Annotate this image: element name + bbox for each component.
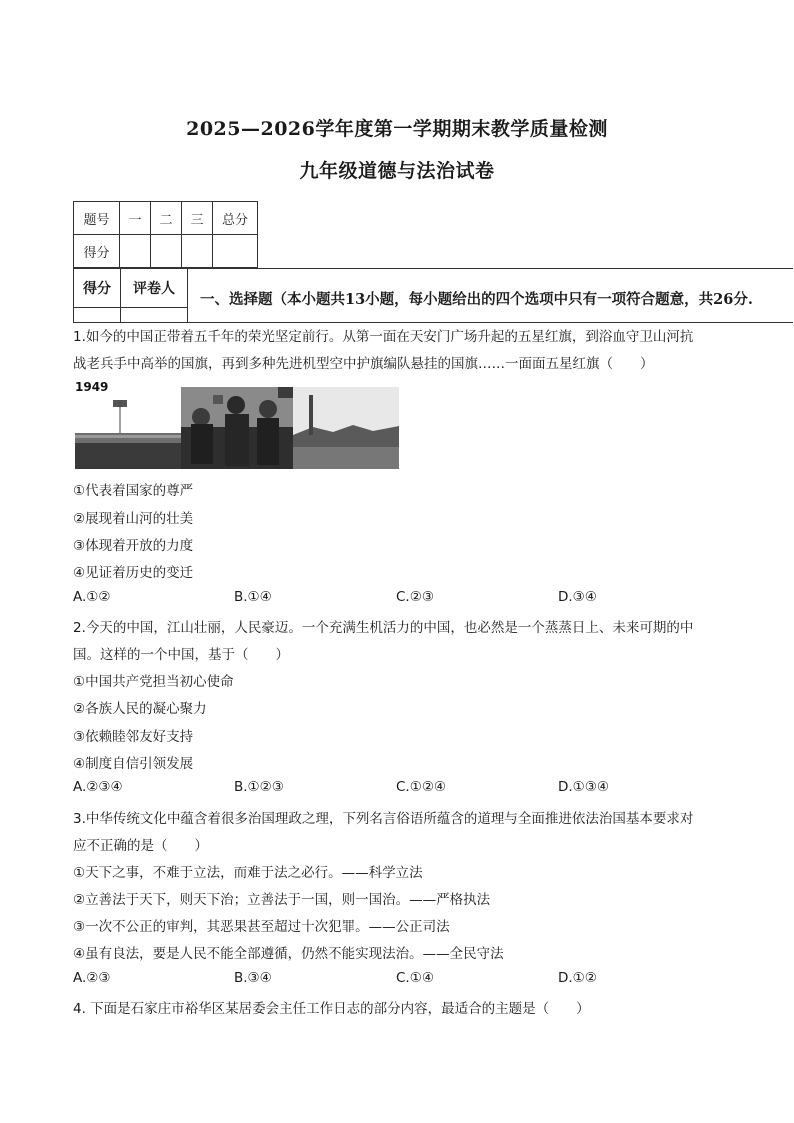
question-stem-line: 1.如今的中国正带着五千年的荣光坚定前行。从第一面在天安门广场升起的五星红旗，到浴血守卫山河抗 bbox=[73, 329, 694, 345]
score-cell-blank bbox=[213, 235, 258, 268]
statement: ①代表着国家的尊严 bbox=[73, 483, 194, 499]
score-cell-row-label: 得分 bbox=[74, 235, 120, 268]
option-a[interactable]: A.②③④ bbox=[73, 779, 123, 795]
option-d[interactable]: D.①② bbox=[558, 970, 597, 986]
statement: ④制度自信引领发展 bbox=[73, 756, 194, 772]
statement: ③体现着开放的力度 bbox=[73, 538, 194, 554]
question-stem-line: 2.今天的中国，江山壮丽，人民豪迈。一个充满生机活力的中国，也必然是一个蒸蒸日上、未来可期的中 bbox=[73, 620, 694, 636]
exam-subtitle: 九年级道德与法治试卷 bbox=[299, 160, 495, 182]
option-d[interactable]: D.①③④ bbox=[558, 779, 609, 795]
exam-title: 2025—2026学年度第一学期期末教学质量检测 bbox=[186, 118, 608, 140]
question-stem-line: 战老兵手中高举的国旗，再到多种先进机型空中护旗编队悬挂的国旗……一面面五星红旗（ ） bbox=[73, 356, 654, 372]
statement: ③一次不公正的审判，其恶果甚至超过十次犯罪。——公正司法 bbox=[73, 919, 450, 935]
option-c[interactable]: C.②③ bbox=[396, 589, 434, 605]
score-cell-total: 总分 bbox=[213, 202, 258, 235]
score-table-header-row bbox=[74, 202, 258, 235]
score-cell-label: 题号 bbox=[74, 202, 120, 235]
question-stem-line: 国。这样的一个中国，基于（ ） bbox=[73, 647, 289, 663]
grader-name-blank bbox=[121, 308, 188, 323]
option-c[interactable]: C.①④ bbox=[396, 970, 434, 986]
option-b[interactable]: B.①②③ bbox=[234, 779, 284, 795]
score-table bbox=[73, 201, 258, 268]
grader-name-label: 评卷人 bbox=[121, 269, 188, 308]
question-stem-line: 4. 下面是石家庄市裕华区某居委会主任工作日志的部分内容，最适合的主题是（ ） bbox=[73, 1001, 590, 1017]
statement: ④虽有良法，要是人民不能全部遵循，仍然不能实现法治。——全民守法 bbox=[73, 946, 504, 962]
grader-score-label: 得分 bbox=[74, 269, 121, 308]
statement: ②展现着山河的壮美 bbox=[73, 511, 194, 527]
option-b[interactable]: B.①④ bbox=[234, 589, 272, 605]
grader-score-blank bbox=[74, 308, 121, 323]
score-cell-part1: 一 bbox=[120, 202, 151, 235]
score-cell-blank bbox=[151, 235, 182, 268]
score-cell-blank bbox=[182, 235, 213, 268]
statement: ②各族人民的凝心聚力 bbox=[73, 701, 207, 717]
option-a[interactable]: A.①② bbox=[73, 589, 111, 605]
statement: ③依赖睦邻友好支持 bbox=[73, 729, 194, 745]
flag-history-photo bbox=[73, 377, 399, 469]
option-a[interactable]: A.②③ bbox=[73, 970, 111, 986]
score-table-score-row bbox=[74, 235, 258, 268]
option-b[interactable]: B.③④ bbox=[234, 970, 272, 986]
score-cell-part2: 二 bbox=[151, 202, 182, 235]
score-cell-part3: 三 bbox=[182, 202, 213, 235]
option-c[interactable]: C.①②④ bbox=[396, 779, 447, 795]
photo-caption-year: 1949 bbox=[75, 380, 109, 394]
option-d[interactable]: D.③④ bbox=[558, 589, 597, 605]
score-cell-blank bbox=[120, 235, 151, 268]
question-stem-line: 应不正确的是（ ） bbox=[73, 838, 208, 854]
statement: ①天下之事，不难于立法，而难于法之必行。——科学立法 bbox=[73, 865, 423, 881]
statement: ①中国共产党担当初心使命 bbox=[73, 674, 234, 690]
statement: ②立善法于天下，则天下治；立善法于一国，则一国治。——严格执法 bbox=[73, 892, 491, 908]
question-stem-line: 3.中华传统文化中蕴含着很多治国理政之理，下列名言俗语所蕴含的道理与全面推进依法治国基本要求对 bbox=[73, 811, 694, 827]
section-heading: 一、选择题（本小题共13小题，每小题给出的四个选项中只有一项符合题意，共26分. bbox=[200, 291, 753, 308]
statement: ④见证着历史的变迁 bbox=[73, 565, 194, 581]
